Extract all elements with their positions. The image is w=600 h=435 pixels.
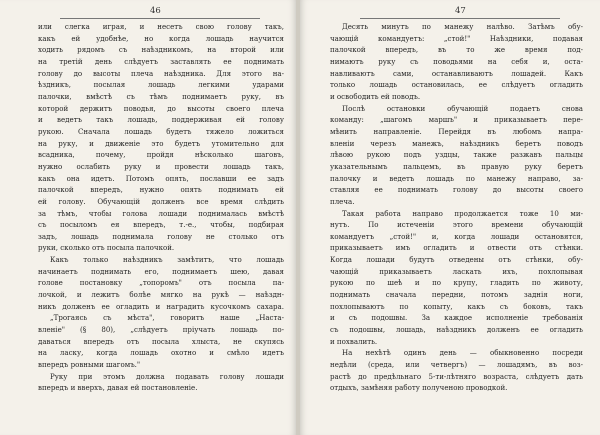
text-line: задъ, лошадь поднимала голову не столько отъ [38, 231, 284, 241]
text-line: и освободить ей поводъ. [330, 91, 421, 101]
text-line: чающій приказываетъ ласкать ихъ, похлопывая [330, 266, 583, 276]
text-line: голову до высоты плеча наѣздника. Для этого на- [38, 68, 284, 78]
text-line: на ласку, когда лошадь охотно и смѣло идетъ [38, 348, 284, 358]
text-line: приказываетъ имъ огладить и отвести отъ стѣнки. [330, 243, 583, 253]
text-line: впередъ и вверхъ, давая ей постановленіе. [38, 383, 198, 393]
text-line: какъ ей удобнѣе, но когда лошадь научится [38, 33, 284, 43]
text-line: нимаютъ руку съ поводьями на себя и, оста- [330, 56, 583, 66]
text-line: команду: „шагомъ маршъ" и приказываетъ пере- [330, 115, 583, 125]
text-line: похлопываютъ по копыту, какъ съ боковъ, такъ [330, 301, 583, 311]
text-line: растѣ до предѣльнаго 5-ти-лѣтняго возраста, слѣдуетъ дать [330, 371, 583, 381]
text-line: На нехѣтѣ одинъ день — обыкновенно посреди [342, 348, 583, 358]
text-line: голове постановку „топоромъ" отъ посыла па- [38, 278, 284, 288]
text-line: вленіе" (§ 80), „слѣдуетъ пріучать лошадь по- [38, 325, 284, 335]
text-line: нужно ослабить руку и провести лошадь такъ, [38, 161, 284, 171]
right-page-number: 47 [455, 6, 466, 16]
text-line: ставляя ее поднимать голову до высоты своего [330, 185, 583, 195]
text-line: и похвалить. [330, 336, 378, 346]
text-line: лѣвою рукою подъ уздцы, также разжавъ пальцы [330, 150, 583, 160]
text-line: палочки, вмѣстѣ съ тѣмъ поднимаетъ руку, въ [38, 91, 284, 101]
text-line: Когда лошади будутъ отведены отъ стѣнки, обу- [330, 255, 583, 265]
text-line: и ведетъ такъ лошадь, поддерживая ей голову [38, 115, 284, 125]
text-line: на руку, и движеніе это будетъ утомительно для [38, 138, 284, 148]
text-line: даваться впередъ отъ посыла хлыста, не скупясь [38, 336, 284, 346]
text-line: лочкой, и лежитъ болѣе мягко на рукѣ — наѣздн- [38, 290, 284, 300]
text-line: отдыхъ, замѣняя работу полученою проводкой. [330, 383, 508, 393]
text-line: плеча. [330, 196, 355, 206]
text-line: палочкой впередъ, нужно опять поднимать ей [38, 185, 284, 195]
text-line: какъ она идетъ. Потомъ опять, пославши ее задъ [38, 173, 284, 183]
text-line: или слегка играя, и несетъ свою голову такъ, [38, 22, 284, 31]
text-line: за тѣмъ, чтобы голова лошади поднималась вмѣстѣ [38, 208, 284, 218]
left-page-number: 46 [150, 6, 161, 16]
left-page [0, 0, 296, 435]
text-line: палочкой впередъ, въ то же время под- [330, 45, 583, 55]
text-line: мѣнить направленіе. Перейдя въ любомъ напра- [330, 126, 583, 136]
text-line: рукою по шеѣ и по крупу, гладить по животу, [330, 278, 583, 288]
text-line: всадника, почему, пройдя нѣсколько шаговъ, [38, 150, 284, 160]
text-line: съ посыломъ ея впередъ, т.-е., чтобы, подбирая [38, 220, 284, 230]
text-line: только лошадь остановилась, ее слѣдуетъ огладить [330, 80, 583, 90]
text-line: недѣли (среда, или четвергъ) — лошадямъ, въ воз- [330, 360, 583, 370]
right-page-text [330, 21, 583, 394]
left-header-rule [60, 18, 260, 19]
text-line: „Трогаясь съ мѣста", говоритъ наше „Наста- [50, 313, 284, 323]
text-line: на третій день слѣдуетъ заставлять ее поднимать [38, 56, 284, 66]
text-line: и съ подошвы. За каждое исполненіе требованія [330, 313, 583, 323]
text-line: Десять минутъ по манежу налѣво. Затѣмъ обу- [342, 22, 583, 31]
text-line: вленіи черезъ манежъ, наѣздникъ беретъ поводъ [330, 138, 583, 148]
text-line: руки, сколько отъ посыла палочкой. [38, 243, 175, 253]
text-line: рукою. Сначала лошадь будетъ тяжело ложиться [38, 126, 284, 136]
text-line: командуетъ „стой!" и, когда лошади остановятся, [330, 231, 583, 241]
right-page [300, 0, 600, 435]
text-line: Руку при этомъ должна подавать голову лошади [50, 371, 284, 381]
text-line: Такая работа направо продолжается тоже 10 ми- [342, 208, 583, 218]
text-line: съ подошвы, лошадь, наѣздникъ долженъ ее огладить [330, 325, 583, 335]
text-line: нутъ. По истеченіи этого времени обучающій [330, 220, 583, 230]
text-line: поднимать сначала передни, потомъ заднія ноги, [330, 290, 583, 300]
text-line: Послѣ остановки обучающій подаетъ снова [342, 103, 583, 113]
text-line: палочку и ведетъ лошадь по манежу направо, за- [330, 173, 583, 183]
left-page-text [38, 21, 284, 394]
right-header-rule [360, 18, 560, 19]
text-line: чающій командуетъ: „стой!" Наѣздники, подавая [330, 33, 583, 43]
text-line: Какъ только наѣздникъ замѣтитъ, что лошадь [50, 255, 284, 265]
text-line: указательнымъ пальцемъ, въ правую руку беретъ [330, 161, 583, 171]
text-line: впередъ ровными шагомъ." [38, 360, 141, 370]
text-line: ей голову. Обучающій долженъ все время слѣдить [38, 196, 284, 206]
text-line: начинаетъ поднимать его, поднимаетъ шею, давая [38, 266, 284, 276]
text-line: которой держитъ поводья, до высоты своего плеча [38, 103, 284, 113]
text-line: навливаютъ сами, останавливаютъ лошадей. Какъ [330, 68, 583, 78]
text-line: ходить рядомъ съ наѣздникомъ, на второй или [38, 45, 284, 55]
text-line: никъ долженъ ее огладить и наградить кусочкомъ сахара. [38, 301, 284, 311]
text-line: ѣздникъ, посылая лошадь легкими ударами [38, 80, 284, 90]
